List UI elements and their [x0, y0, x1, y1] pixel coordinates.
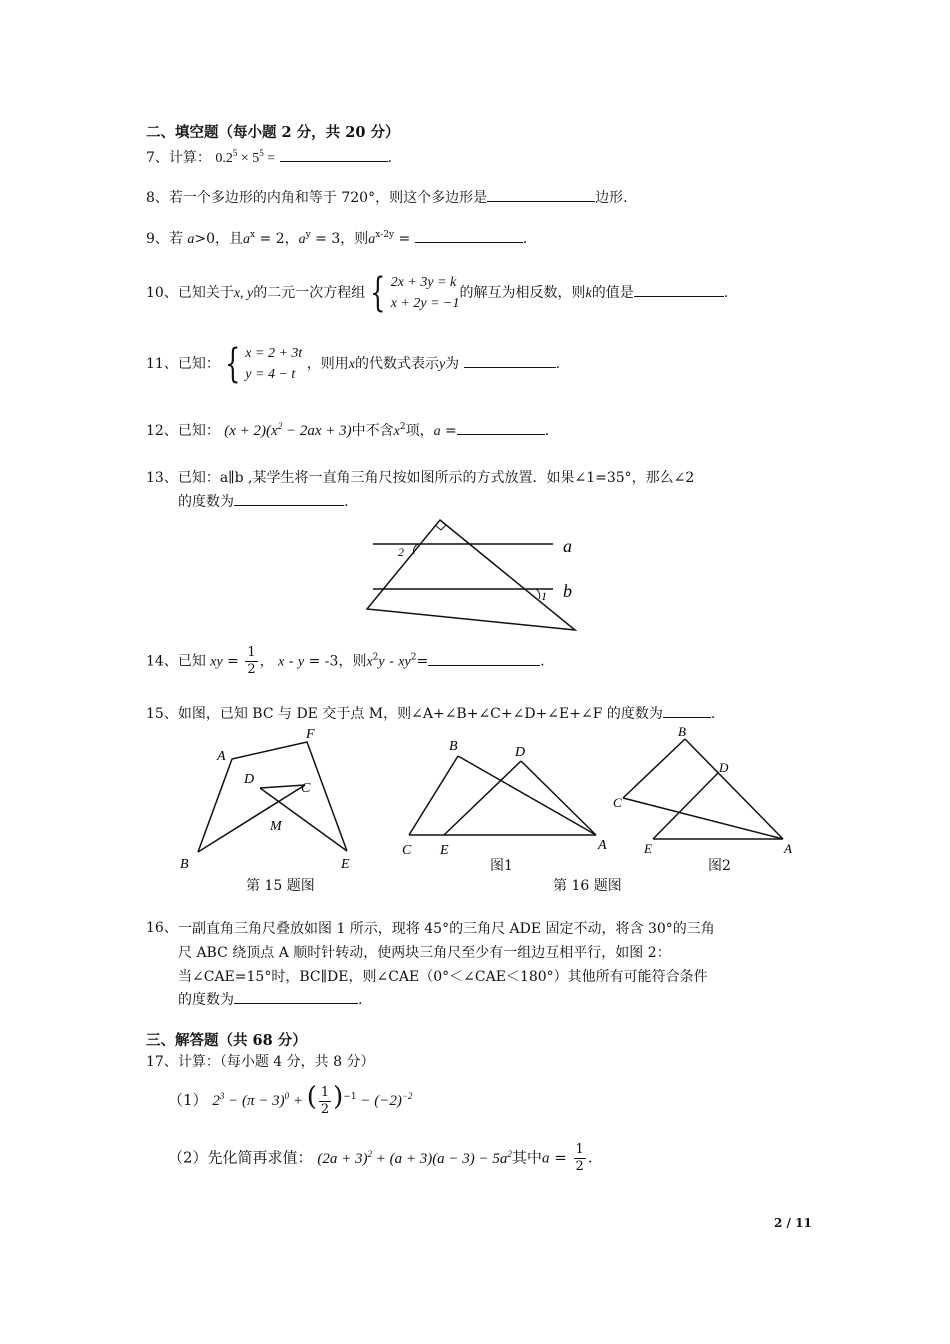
caption-fig15: 第 15 题图: [246, 878, 315, 894]
question-13: 13、已知：a∥b ,某学生将一直角三角尺按如图所示的方式放置．如果∠1=35°，那么∠2: [146, 470, 695, 486]
label-a: a: [563, 536, 572, 556]
question-17-part2: （2）先化简再求值： $(2a + 3)^2 + (a + 3)(a - 3) - 5a^2$其中a = $\frac{1}{2}$ .: [168, 1142, 593, 1174]
question-12: 12、已知： $(x + 2)(x^2 - 2ax + 3)$中不含$x^2$项，a = .: [146, 421, 550, 439]
question-16-line2: 尺 ABC 绕顶点 A 顺时针转动，使两块三角尺至少有一组边互相平行，如图 2：: [178, 945, 671, 961]
question-16-line1: 一副直角三角尺叠放如图 1 所示，现将 45°的三角尺 ADE 固定不动，将含 30°的三角: [178, 921, 715, 937]
svg-text:C: C: [301, 781, 311, 796]
svg-text:M: M: [270, 819, 282, 834]
answer-blank-7: [280, 147, 388, 162]
question-16-num: 16、: [146, 920, 178, 936]
svg-text:A: A: [784, 841, 792, 856]
answer-blank-11: [464, 353, 556, 368]
caption-img2: 图2: [708, 858, 731, 874]
answer-blank-12: [457, 420, 545, 435]
answer-blank-14: [428, 651, 540, 666]
answer-blank-8: [487, 187, 595, 202]
svg-text:A: A: [598, 838, 607, 853]
svg-text:E: E: [644, 841, 652, 856]
figure-16-2: [608, 722, 808, 862]
caption-fig16: 第 16 题图: [553, 878, 622, 894]
section-title-fill: 二、填空题（每小题 2 分，共 20 分）: [146, 124, 400, 141]
figure-15: [172, 722, 372, 872]
question-10: 10、已知关于x, y的二元一次方程组 { 2x + 3y = k x + 2y = −1 的解互为相反数，则k的值是 .: [146, 270, 729, 316]
triangle-ruler: [367, 520, 575, 630]
page-number: 2 / 11: [774, 1216, 812, 1230]
section-title-answer: 三、解答题（共 68 分）: [146, 1032, 307, 1049]
question-14: 14、已知 xy = $\frac{1}{2}$ ， x - y = -3，则$x^2y - xy^2=$ .: [146, 645, 545, 677]
angle-1-label: 1: [541, 589, 547, 603]
svg-text:B: B: [449, 739, 458, 754]
question-7: 7、计算： $0.2^5 \times 5^5$ = .: [146, 148, 393, 166]
svg-text:C: C: [402, 843, 412, 858]
question-11: 11、已知： { x = 2 + 3t y = 4 − t ，则用x的代数式表示y为 .: [146, 341, 561, 387]
svg-text:D: D: [515, 745, 526, 760]
angle-2-label: 2: [398, 545, 404, 559]
question-15: 15、如图，已知 BC 与 DE 交于点 M，则∠A+∠B+∠C+∠D+∠E+∠F 的度数为 .: [146, 703, 715, 723]
caption-img1: 图1: [490, 858, 513, 874]
svg-text:F: F: [306, 727, 315, 742]
question-16-line3: 当∠CAE=15°时，BC∥DE，则∠CAE（0°＜∠CAE＜180°）其他所有可能符合条件: [178, 969, 708, 985]
question-17-part1: （1） $2^3 - (\pi - 3)^0$ + ( $\frac{1}{2}$ )$^{-1} - (-2)^{-2}$: [168, 1082, 413, 1117]
answer-blank-10: [634, 282, 724, 297]
answer-blank-16: [234, 989, 358, 1004]
question-8: 8、若一个多边形的内角和等于 720°，则这个多边形是 边形.: [146, 187, 628, 207]
figure-13: [355, 512, 595, 634]
question-13-line2: 的度数为 .: [178, 491, 348, 511]
svg-text:E: E: [341, 857, 350, 872]
svg-text:C: C: [613, 795, 622, 810]
question-9: 9、若 a>0，且$a^x = 2$，$a^y = 3$，则$a^{x-2y}$ = .: [146, 230, 528, 247]
svg-text:A: A: [217, 749, 226, 764]
question-16-line4: 的度数为 .: [178, 989, 362, 1009]
svg-text:B: B: [180, 857, 189, 872]
label-b: b: [563, 581, 572, 601]
svg-text:E: E: [440, 843, 449, 858]
question-17: 17、计算：（每小题 4 分，共 8 分）: [146, 1054, 375, 1070]
answer-blank-15: [663, 703, 711, 718]
answer-blank-9: [415, 228, 523, 243]
figure-16-1: [398, 732, 618, 862]
answer-blank-13: [234, 491, 344, 506]
svg-text:B: B: [678, 724, 686, 739]
svg-text:D: D: [244, 772, 255, 787]
svg-text:D: D: [719, 760, 729, 775]
